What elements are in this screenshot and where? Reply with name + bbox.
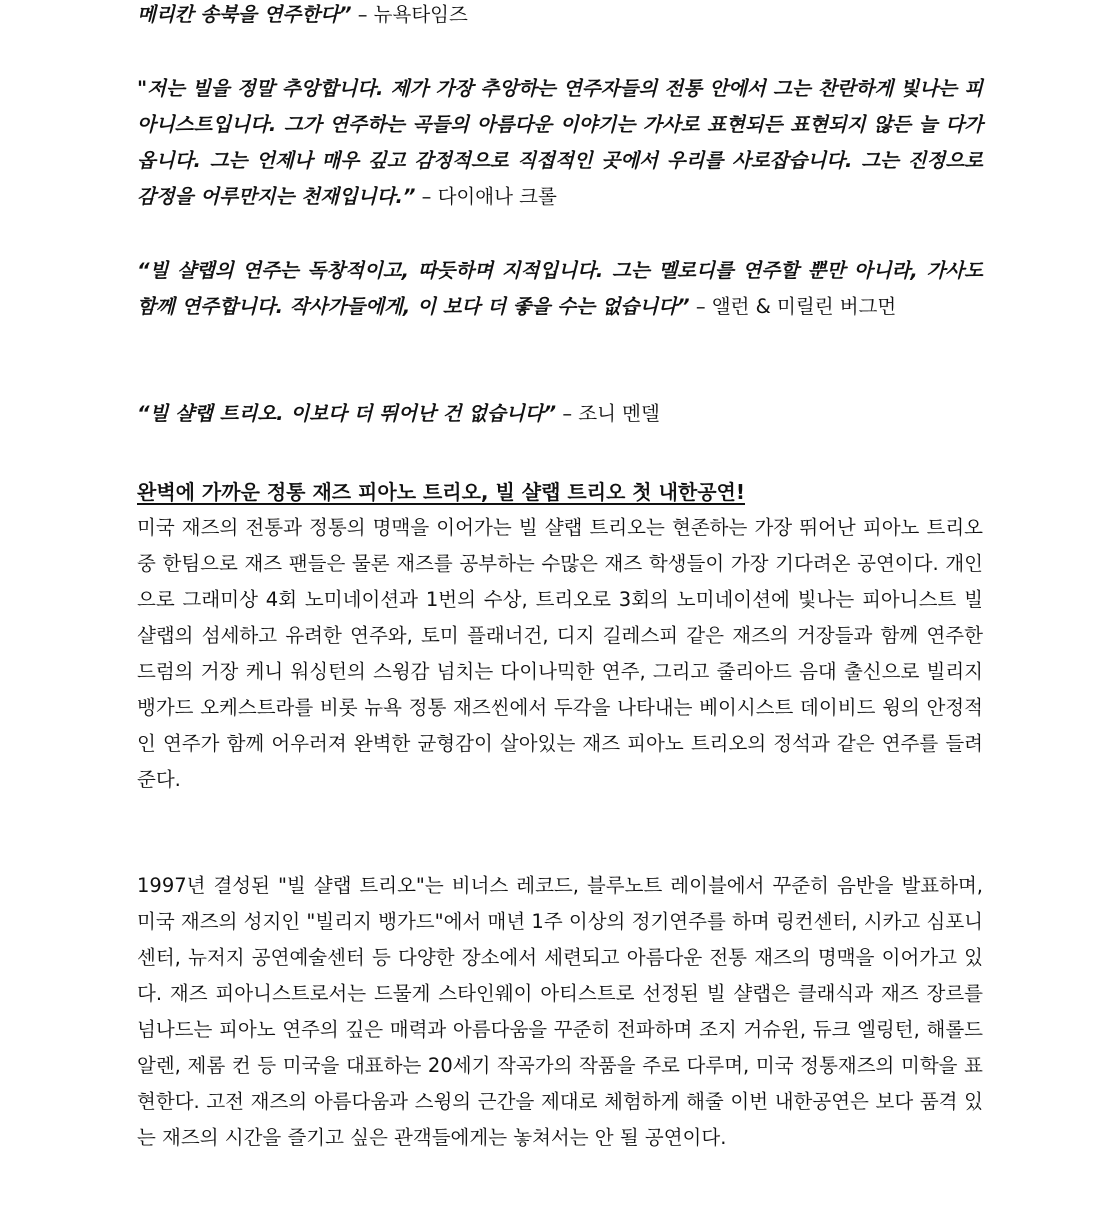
quote-nyt — [137, 0, 983, 33]
quote-attribution: – 다이애나 크롤 — [415, 185, 557, 208]
quote-text: “빌 샬랩 트리오. 이보다 더 뛰어난 건 없습니다” — [137, 402, 557, 425]
quote-diana-krall — [137, 71, 983, 215]
quote-johnny-mandel — [137, 396, 983, 432]
quote-attribution: – 뉴욕타임즈 — [351, 3, 468, 26]
quote-bergman — [137, 253, 983, 325]
quote-text: "저는 빌을 정말 추앙합니다. 제가 가장 추앙하는 연주자들의 전통 안에서 그는 찬란하게 빛나는 피아니스트입니다. 그가 연주하는 곡들의 아름다운 이야기는 가사로 표현되든 표현되지 않든 늘 다가옵니다. 그는 언제나 매우 깊고 감정적으로 직접적인 곳에서 우리를 사로잡습니다. 그는 진정으로 감정을 어루만지는 천재입니다.” — [137, 77, 983, 208]
quote-text: “빌 샬랩의 연주는 독창적이고, 따듯하며 지적입니다. 그는 멜로디를 연주할 뿐만 아니라, 가사도 함께 연주합니다. 작사가들에게, 이 보다 더 좋을 수는 없습니다” — [137, 259, 983, 318]
section-heading: 완벽에 가까운 정통 재즈 피아노 트리오, 빌 샬랩 트리오 첫 내한공연! — [137, 480, 745, 504]
body-paragraph: 1997년 결성된 "빌 샬랩 트리오"는 비너스 레코드, 블루노트 레이블에서 꾸준히 음반을 발표하며, 미국 재즈의 성지인 "빌리지 뱅가드"에서 매년 1주 이상의 정기연주를 하며 링컨센터, 시카고 심포니 센터, 뉴저지 공연예술센터 등 다양한 장소에서 세련되고 아름다운 전통 재즈의 명맥을 이어가고 있다. 재즈 피아니스트로서는 드물게 스타인웨이 아티스트로 선정된 빌 샬랩은 클래식과 재즈 장르를 넘나드는 피아노 연주의 깊은 매력과 아름다움을 꾸준히 전파하며 조지 거슈윈, 듀크 엘링턴, 해롤드 알렌, 제롬 컨 등 미국을 대표하는 20세기 작곡가의 작품을 주로 다루며, 미국 정통재즈의 미학을 표현한다. 고전 재즈의 아름다움과 스윙의 근간을 제대로 체험하게 해줄 이번 내한공연은 보다 품격 있는 재즈의 시간을 즐기고 싶은 관객들에게는 놓쳐서는 안 될 공연이다. — [137, 874, 983, 1149]
quote-text: 메리칸 송북을 연주한다” — [137, 3, 352, 26]
body-paragraph: 미국 재즈의 전통과 정통의 명맥을 이어가는 빌 샬랩 트리오는 현존하는 가장 뛰어난 피아노 트리오 중 한팀으로 재즈 팬들은 물론 재즈를 공부하는 수많은 재즈 학생들이 가장 기다려온 공연이다. 개인으로 그래미상 4회 노미네이션과 1번의 수상, 트리오로 3회의 노미네이션에 빛나는 피아니스트 빌 샬랩의 섬세하고 유려한 연주와, 토미 플래너건, 디지 길레스피 같은 재즈의 거장들과 함께 연주한 드럼의 거장 케니 워싱턴의 스윙감 넘치는 다이나믹한 연주, 그리고 줄리아드 음대 출신으로 빌리지 뱅가드 오케스트라를 비롯 뉴욕 정통 재즈씬에서 두각을 나타내는 베이시스트 데이비드 윙의 안정적인 연주가 함께 어우러져 완벽한 균형감이 살아있는 재즈 피아노 트리오의 정석과 같은 연주를 들려준다. — [137, 516, 983, 791]
quote-attribution: – 앨런 & 미릴린 버그먼 — [689, 295, 897, 318]
quote-attribution: – 조니 멘델 — [556, 402, 660, 425]
